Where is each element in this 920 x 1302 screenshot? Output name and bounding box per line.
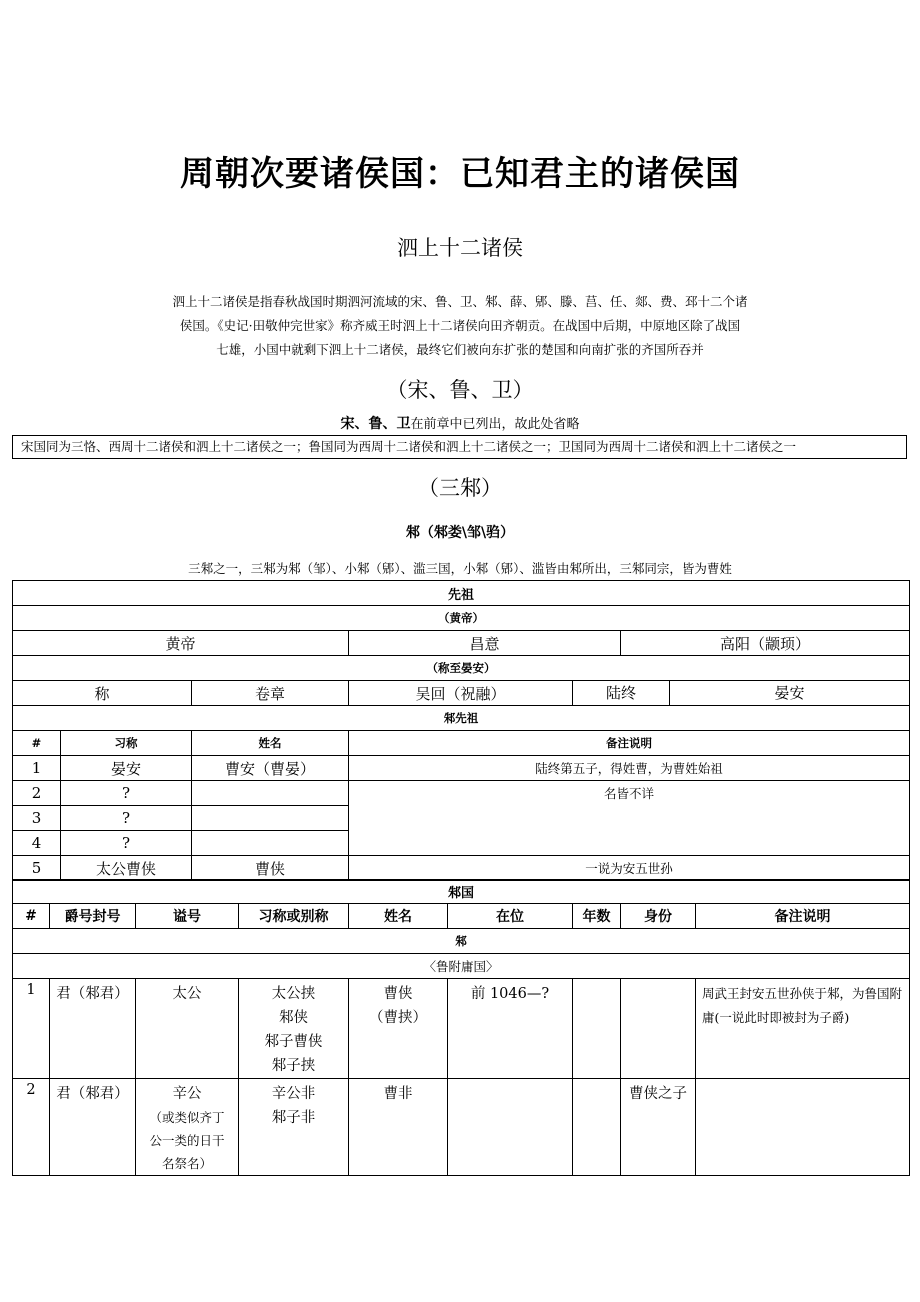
common-name: ? (61, 831, 192, 856)
remark (696, 1079, 910, 1176)
posthumous-name (136, 1079, 239, 1176)
common-name: 太公曹侠 (61, 856, 192, 881)
common-name: ? (61, 806, 192, 831)
col-header: 年数 (573, 904, 621, 929)
intro-line: 泗上十二诸侯是指春秋战国时期泗河流域的宋、鲁、卫、邾、薛、郳、滕、莒、任、郯、费、邳十二个诸 (172, 294, 748, 309)
ancestor-cell: 昌意 (349, 631, 621, 656)
table-row (13, 979, 910, 1079)
remark: 陆终第五子，得姓曹，为曹姓始祖 (349, 756, 910, 781)
col-header: 谥号 (136, 904, 239, 929)
col-header: # (13, 731, 61, 756)
alias: 邾子曹侠 (264, 1034, 323, 1050)
years (573, 1079, 621, 1176)
aliases (239, 1079, 349, 1176)
ancestor-cell: 晏安 (774, 684, 805, 702)
common-name: 晏安 (61, 756, 192, 781)
alias: 邾子挟 (271, 1058, 316, 1074)
identity (621, 979, 696, 1079)
ancestors-table (12, 580, 910, 881)
identity: 曹侠之子 (621, 1079, 696, 1176)
zhu-state-band: 邾 (13, 929, 910, 954)
full-name (192, 831, 349, 856)
subsection-title-song-lu-wei: （宋、鲁、卫） (386, 378, 534, 402)
row-number: 1 (13, 979, 50, 1079)
posthumous-extra: （或类似齐丁 (149, 1110, 225, 1125)
col-header: # (13, 904, 50, 929)
personal-name: 曹侠 (383, 986, 413, 1002)
boxed-note: 宋国同为三恪、西周十二诸侯和泗上十二诸侯之一；鲁国同为西周十二诸侯和泗上十二诸侯之一；卫国同为西周十二诸侯和泗上十二诸侯之一 (12, 435, 907, 459)
intro-line: 七雄，小国中就剩下泗上十二诸侯，最终它们被向东扩张的楚国和向南扩张的齐国所吞并 (216, 342, 704, 357)
ancestor-cell: 黄帝 (13, 631, 349, 656)
omit-note-bold: 宋、鲁、卫 (340, 416, 411, 432)
row-number: 4 (13, 831, 61, 856)
remark: 名皆不详 (349, 781, 910, 856)
full-name: 曹安（曹晏） (192, 756, 349, 781)
section-title: 泗上十二诸侯 (397, 236, 523, 260)
remark: 一说为安五世孙 (349, 856, 910, 881)
zhu-heading: 邾（邾娄\邹\驺） (405, 525, 515, 541)
full-name (192, 781, 349, 806)
col-header: 习称或别称 (239, 904, 349, 929)
table-row (13, 856, 910, 881)
reign (448, 1079, 573, 1176)
intro-line: 侯国。《史记·田敬仲完世家》称齐威王时泗上十二诸侯向田齐朝贡。在战国中后期，中原地区除了战国 (179, 318, 741, 333)
ancestor-cell: 陆终 (573, 681, 670, 705)
personal-names (349, 979, 448, 1079)
row-number: 2 (13, 781, 61, 806)
remark: 周武王封安五世孙侠于邾，为鲁国附庸(一说此时即被封为子爵) (696, 979, 910, 1079)
table-row (13, 1079, 910, 1176)
alias: 太公挟 (271, 986, 316, 1002)
table-row (13, 781, 910, 806)
intro-paragraph (128, 290, 792, 362)
col-header: 在位 (448, 904, 573, 929)
ruler-title: 君（邾君） (50, 979, 136, 1079)
table-row (13, 756, 910, 781)
reign: 前 1046—? (448, 979, 573, 1079)
col-header: 姓名 (349, 904, 448, 929)
huangdi-band: （黄帝） (13, 606, 910, 631)
subsection-title-san-zhu: （三邾） (418, 476, 502, 500)
state-band: 邾国 (13, 880, 910, 904)
zhu-ancestors-band: 邾先祖 (13, 706, 910, 731)
posthumous-extra: 名祭名） (161, 1156, 212, 1171)
page-title: 周朝次要诸侯国：已知君主的诸侯国 (180, 154, 740, 194)
alias: 邾子非 (271, 1110, 316, 1126)
col-header: 姓名 (192, 731, 349, 756)
ancestor-cell: 吴回（祝融） (349, 681, 573, 706)
row-number: 1 (13, 756, 61, 781)
omit-note-text: 在前章中已列出，故此处省略 (410, 417, 580, 432)
posthumous-extra: 公一类的日干 (149, 1133, 225, 1148)
aliases (239, 979, 349, 1079)
col-header: 爵号封号 (50, 904, 136, 929)
alias: 辛公非 (271, 1086, 316, 1102)
col-header: 备注说明 (349, 731, 910, 756)
col-header: 备注说明 (696, 904, 910, 929)
personal-name: （曹挟） (369, 1010, 427, 1026)
full-name: 曹侠 (192, 856, 349, 881)
personal-names (349, 1079, 448, 1176)
omit-note (0, 413, 920, 433)
ancestor-cell: 高阳（颛顼） (621, 631, 910, 656)
rulers-table (12, 879, 910, 1176)
row-number: 5 (13, 856, 61, 881)
ancestors-band: 先祖 (13, 581, 910, 606)
vassal-band: 〈鲁附庸国〉 (13, 954, 910, 979)
ancestor-split-cell (573, 681, 910, 706)
years (573, 979, 621, 1079)
col-header: 习称 (61, 731, 192, 756)
row-number: 2 (13, 1079, 50, 1176)
row-number: 3 (13, 806, 61, 831)
ancestor-cell: 卷章 (192, 681, 349, 706)
posthumous-name: 太公 (136, 979, 239, 1079)
chen-band: （称至晏安） (13, 656, 910, 681)
common-name: ? (61, 781, 192, 806)
alias: 邾侠 (279, 1010, 308, 1026)
zhu-note: 三邾之一，三邾为邾（邹）、小邾（郳）、滥三国，小邾（郳）、滥皆由邾所出，三邾同宗，皆为曹姓 (188, 561, 732, 576)
personal-name: 曹非 (383, 1086, 413, 1102)
col-header: 身份 (621, 904, 696, 929)
ruler-title: 君（邾君） (50, 1079, 136, 1176)
ancestor-cell: 称 (13, 681, 192, 706)
full-name (192, 806, 349, 831)
posthumous-main: 辛公 (172, 1086, 202, 1102)
